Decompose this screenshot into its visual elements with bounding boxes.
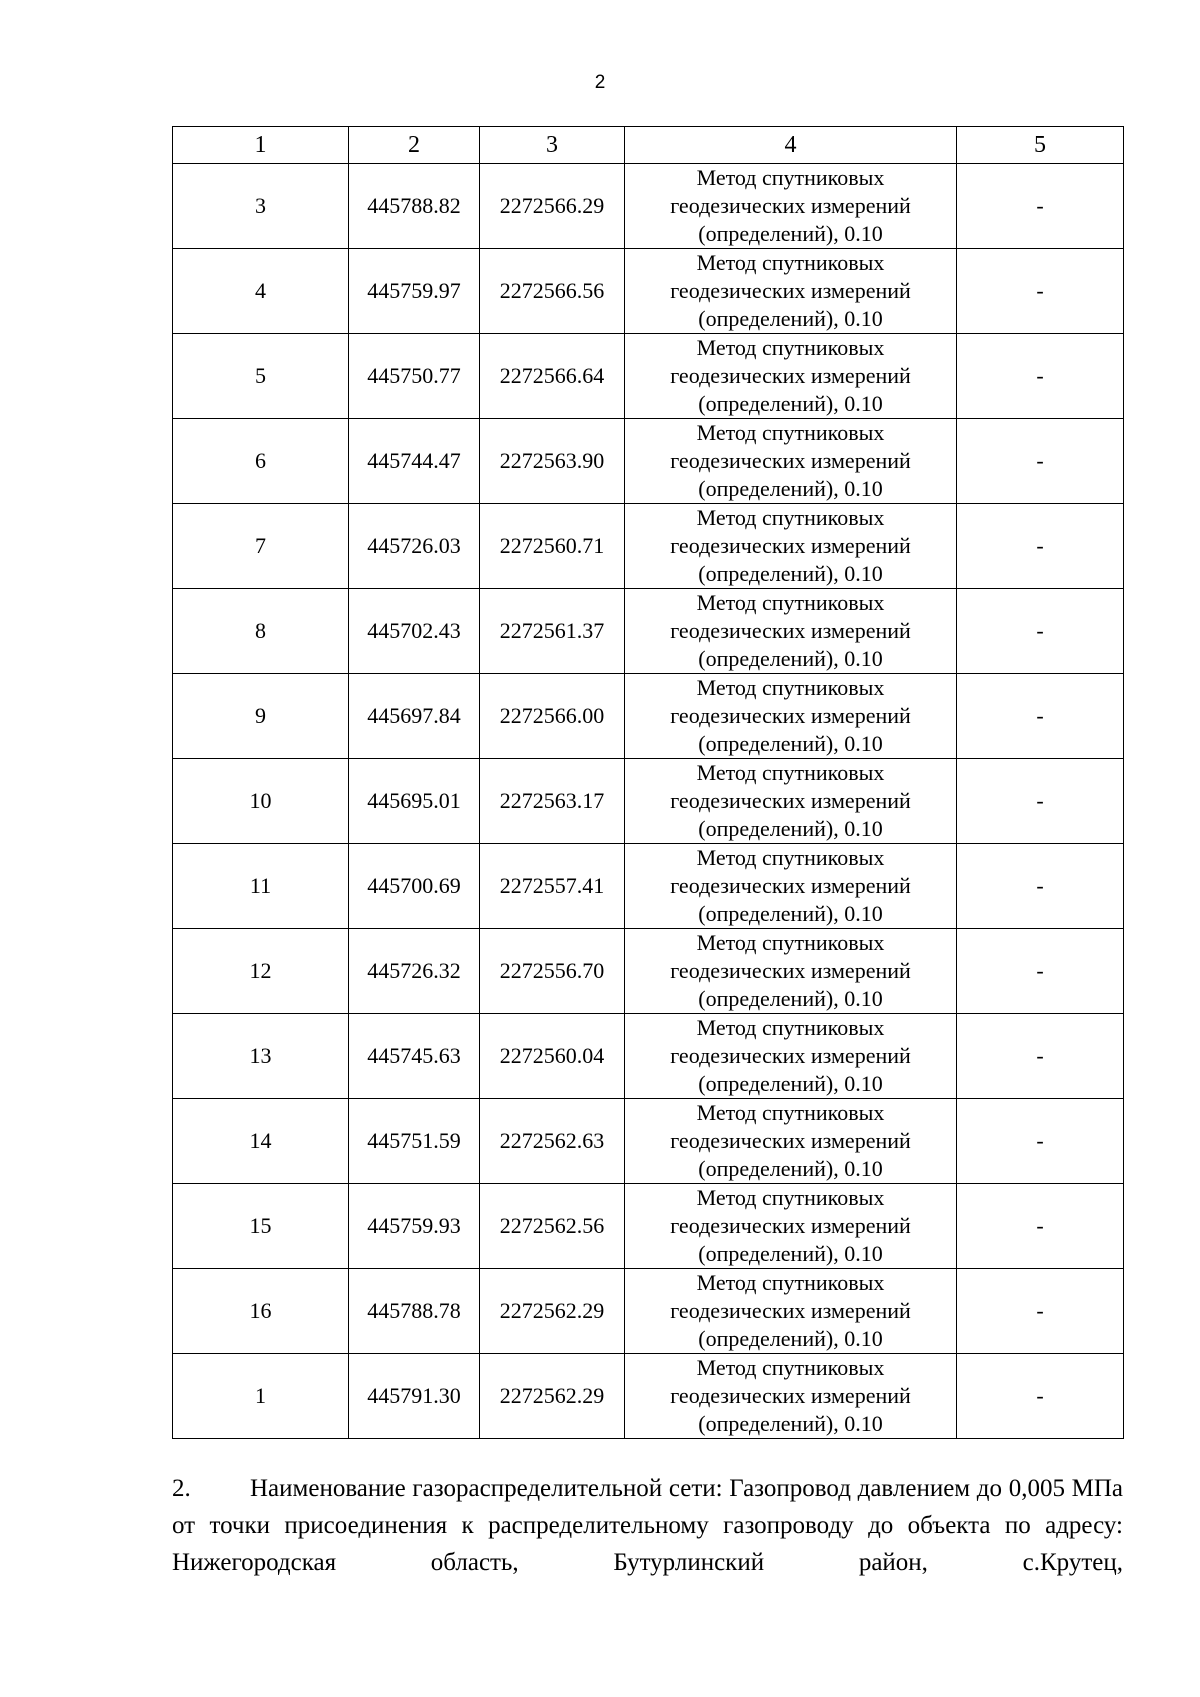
note-cell: -	[957, 674, 1124, 759]
note-cell: -	[957, 589, 1124, 674]
column-header: 3	[480, 127, 625, 164]
table-row	[173, 929, 1124, 1014]
note-cell: -	[957, 844, 1124, 929]
y-coordinate-cell: 2272562.29	[480, 1269, 625, 1354]
method-cell: Метод спутниковых геодезических измерений (определений), 0.10	[625, 589, 957, 674]
x-coordinate-cell: 445695.01	[349, 759, 480, 844]
method-cell: Метод спутниковых геодезических измерений (определений), 0.10	[625, 1099, 957, 1184]
point-number-cell: 16	[173, 1269, 349, 1354]
table-row	[173, 504, 1124, 589]
point-number-cell: 11	[173, 844, 349, 929]
table-body	[173, 164, 1124, 1439]
x-coordinate-cell: 445788.82	[349, 164, 480, 249]
point-number-cell: 1	[173, 1354, 349, 1439]
coordinates-table	[172, 126, 1124, 1439]
y-coordinate-cell: 2272563.90	[480, 419, 625, 504]
page-number: 2	[594, 72, 606, 93]
y-coordinate-cell: 2272560.04	[480, 1014, 625, 1099]
point-number-cell: 6	[173, 419, 349, 504]
note-cell: -	[957, 1354, 1124, 1439]
table-row	[173, 589, 1124, 674]
x-coordinate-cell: 445726.03	[349, 504, 480, 589]
x-coordinate-cell: 445702.43	[349, 589, 480, 674]
note-cell: -	[957, 164, 1124, 249]
column-header: 4	[625, 127, 957, 164]
table-row	[173, 419, 1124, 504]
y-coordinate-cell: 2272560.71	[480, 504, 625, 589]
note-cell: -	[957, 249, 1124, 334]
y-coordinate-cell: 2272562.56	[480, 1184, 625, 1269]
table-row	[173, 1099, 1124, 1184]
table-header-row	[173, 127, 1124, 164]
table-row	[173, 1269, 1124, 1354]
x-coordinate-cell: 445750.77	[349, 334, 480, 419]
method-cell: Метод спутниковых геодезических измерений (определений), 0.10	[625, 419, 957, 504]
y-coordinate-cell: 2272556.70	[480, 929, 625, 1014]
y-coordinate-cell: 2272557.41	[480, 844, 625, 929]
note-cell: -	[957, 1014, 1124, 1099]
point-number-cell: 12	[173, 929, 349, 1014]
point-number-cell: 3	[173, 164, 349, 249]
point-number-cell: 10	[173, 759, 349, 844]
note-cell: -	[957, 1099, 1124, 1184]
point-number-cell: 5	[173, 334, 349, 419]
paragraph-number: 2.	[172, 1475, 191, 1502]
note-cell: -	[957, 419, 1124, 504]
x-coordinate-cell: 445751.59	[349, 1099, 480, 1184]
x-coordinate-cell: 445745.63	[349, 1014, 480, 1099]
x-coordinate-cell: 445791.30	[349, 1354, 480, 1439]
table-row	[173, 844, 1124, 929]
point-number-cell: 9	[173, 674, 349, 759]
column-header: 1	[173, 127, 349, 164]
point-number-cell: 8	[173, 589, 349, 674]
table-row	[173, 334, 1124, 419]
table-row	[173, 1184, 1124, 1269]
x-coordinate-cell: 445697.84	[349, 674, 480, 759]
method-cell: Метод спутниковых геодезических измерений (определений), 0.10	[625, 844, 957, 929]
table-row	[173, 1014, 1124, 1099]
y-coordinate-cell: 2272566.56	[480, 249, 625, 334]
y-coordinate-cell: 2272563.17	[480, 759, 625, 844]
note-cell: -	[957, 334, 1124, 419]
x-coordinate-cell: 445759.93	[349, 1184, 480, 1269]
note-cell: -	[957, 759, 1124, 844]
method-cell: Метод спутниковых геодезических измерений (определений), 0.10	[625, 1014, 957, 1099]
y-coordinate-cell: 2272562.29	[480, 1354, 625, 1439]
point-number-cell: 15	[173, 1184, 349, 1269]
point-number-cell: 7	[173, 504, 349, 589]
method-cell: Метод спутниковых геодезических измерений (определений), 0.10	[625, 249, 957, 334]
point-number-cell: 14	[173, 1099, 349, 1184]
table-row	[173, 674, 1124, 759]
method-cell: Метод спутниковых геодезических измерений (определений), 0.10	[625, 334, 957, 419]
x-coordinate-cell: 445744.47	[349, 419, 480, 504]
x-coordinate-cell: 445700.69	[349, 844, 480, 929]
method-cell: Метод спутниковых геодезических измерений (определений), 0.10	[625, 1354, 957, 1439]
y-coordinate-cell: 2272566.00	[480, 674, 625, 759]
method-cell: Метод спутниковых геодезических измерений (определений), 0.10	[625, 674, 957, 759]
note-cell: -	[957, 1269, 1124, 1354]
point-number-cell: 13	[173, 1014, 349, 1099]
note-cell: -	[957, 504, 1124, 589]
method-cell: Метод спутниковых геодезических измерений (определений), 0.10	[625, 929, 957, 1014]
table-row	[173, 249, 1124, 334]
method-cell: Метод спутниковых геодезических измерений (определений), 0.10	[625, 759, 957, 844]
y-coordinate-cell: 2272566.64	[480, 334, 625, 419]
x-coordinate-cell: 445788.78	[349, 1269, 480, 1354]
note-cell: -	[957, 1184, 1124, 1269]
table-row	[173, 759, 1124, 844]
table-row	[173, 1354, 1124, 1439]
y-coordinate-cell: 2272561.37	[480, 589, 625, 674]
y-coordinate-cell: 2272566.29	[480, 164, 625, 249]
note-cell: -	[957, 929, 1124, 1014]
method-cell: Метод спутниковых геодезических измерений (определений), 0.10	[625, 1184, 957, 1269]
column-header: 5	[957, 127, 1124, 164]
section-paragraph	[172, 1470, 1123, 1581]
y-coordinate-cell: 2272562.63	[480, 1099, 625, 1184]
table-row	[173, 164, 1124, 249]
x-coordinate-cell: 445759.97	[349, 249, 480, 334]
paragraph-text: Наименование газораспределительной сети: Газопровод давлением до 0,005 МПа от точки присоединения к распределительному газопроводу до объекта по адресу: Нижегородская область, Бутурлинский район, с.Крутец,	[172, 1475, 1123, 1576]
method-cell: Метод спутниковых геодезических измерений (определений), 0.10	[625, 1269, 957, 1354]
x-coordinate-cell: 445726.32	[349, 929, 480, 1014]
column-header: 2	[349, 127, 480, 164]
point-number-cell: 4	[173, 249, 349, 334]
method-cell: Метод спутниковых геодезических измерений (определений), 0.10	[625, 504, 957, 589]
method-cell: Метод спутниковых геодезических измерений (определений), 0.10	[625, 164, 957, 249]
